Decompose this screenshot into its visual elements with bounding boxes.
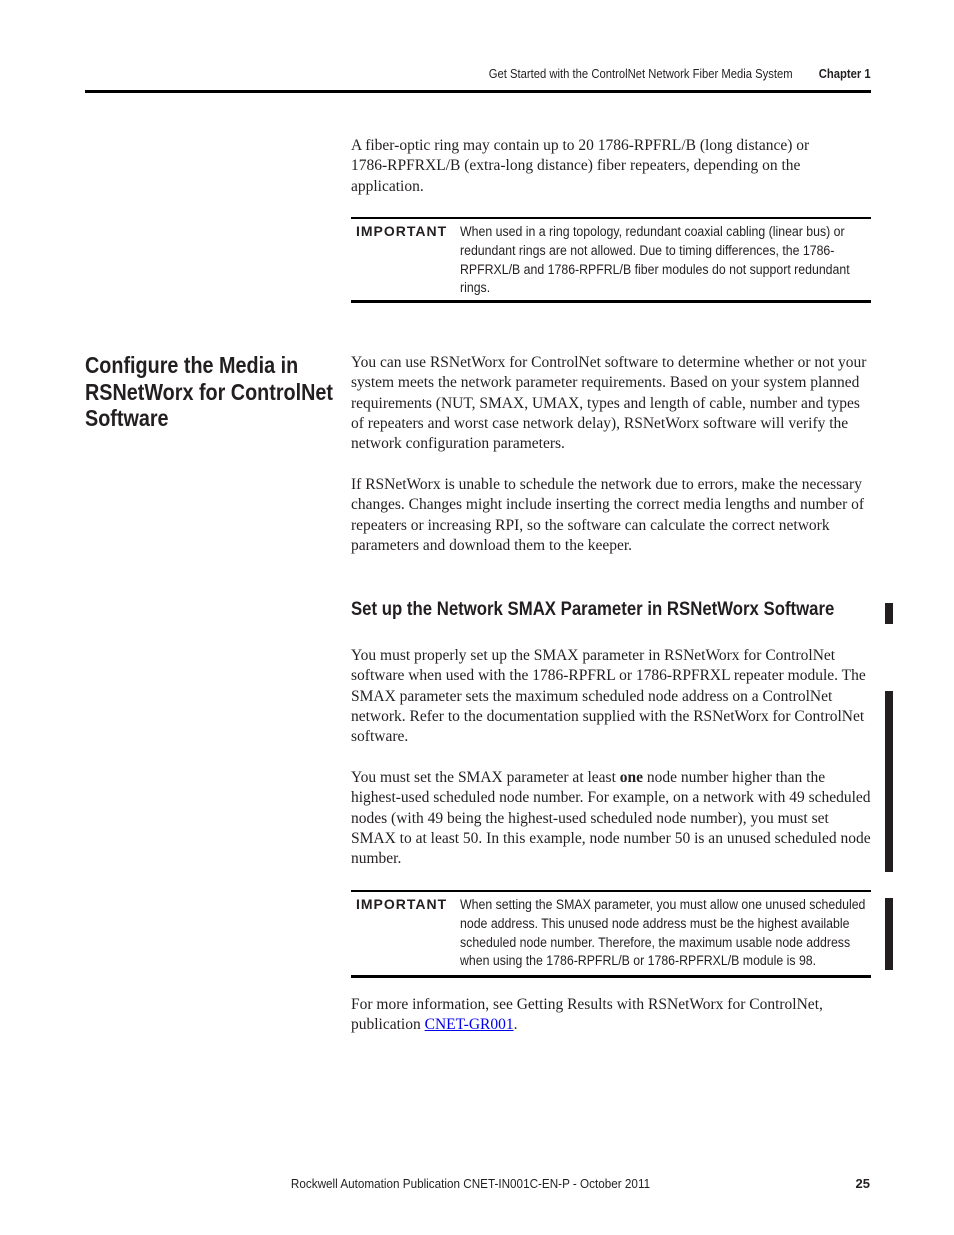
more-info-text: For more information, see Getting Results with RSNetWorx for ControlNet, publication xyxy=(351,996,823,1034)
important-box-1 xyxy=(351,217,871,303)
header-title: Get Started with the ControlNet Network Fiber Media System xyxy=(489,67,793,81)
cnet-gr001-link[interactable]: CNET-GR001 xyxy=(424,1016,514,1034)
section-heading: Configure the Media in RSNetWorx for ControlNet Software xyxy=(85,352,333,431)
important-text-2: When setting the SMAX parameter, you must allow one unused scheduled node address. This unused node address must be the highest available scheduled node number. Therefore, the maximum usable node address when using the 1786-RPFRL/B or 1786-RPFRXL/B module is 98. xyxy=(460,897,866,969)
footer-publication: Rockwell Automation Publication CNET-IN001C-EN-P - October 2011 xyxy=(290,1176,650,1191)
more-info-period: . xyxy=(513,1016,518,1034)
section-paragraph-1: You can use RSNetWorx for ControlNet software to determine whether or not your system meets the network parameter requirements. Based on your system planned requirements (NUT, SMAX, UMAX, types and length of cable, number and types of repeaters and worst case network delay), RSNetWorx software will verify the network configuration parameters. xyxy=(351,354,867,453)
page-number: 25 xyxy=(855,1176,870,1191)
more-info-paragraph xyxy=(351,995,871,1036)
change-bar-3 xyxy=(885,898,893,970)
subsection-heading: Set up the Network SMAX Parameter in RSNetWorx Software xyxy=(351,598,835,620)
important-text-1: When used in a ring topology, redundant coaxial cabling (linear bus) or redundant rings are not allowed. Due to timing differences, the 1786-RPFRXL/B and 1786-RPFRL/B fiber modules do not support redundant rings. xyxy=(460,224,850,296)
change-bar-2 xyxy=(885,691,893,872)
page-header xyxy=(85,62,871,93)
para2-bold-one: one xyxy=(619,769,644,786)
para2-text-after: node number higher than the highest-used scheduled node number. For example, on a network with 49 scheduled nodes (with 49 being the highest-used scheduled node number), you must set SMAX to at least 50. In this example, node number 50 is an unused scheduled node number. xyxy=(351,769,871,868)
important-label-2: IMPORTANT xyxy=(356,896,448,912)
section-paragraph-2: If RSNetWorx is unable to schedule the network due to errors, make the necessary changes. Changes might include inserting the correct media lengths and number of repeaters or increasing RPI, so the software can calculate the correct network parameters and download them to the keeper. xyxy=(351,476,865,554)
important-box-2 xyxy=(351,890,871,978)
header-chapter: Chapter 1 xyxy=(819,67,871,81)
para2-text-before: You must set the SMAX parameter at least xyxy=(351,769,620,786)
subsection-paragraph-2 xyxy=(351,768,871,869)
subsection-paragraph-1: You must properly set up the SMAX parameter in RSNetWorx for ControlNet software when used with the 1786-RPFRL or 1786-RPFRXL repeater module. The SMAX parameter sets the maximum scheduled node address on a ControlNet network. Refer to the documentation supplied with the RSNetWorx for ControlNet software. xyxy=(351,647,866,746)
important-label-1: IMPORTANT xyxy=(356,223,448,239)
intro-paragraph: A fiber-optic ring may contain up to 20 1786-RPFRL/B (long distance) or 1786-RPFRXL/B (extra-long distance) fiber repeaters, depending on the application. xyxy=(351,137,810,195)
change-bar-1 xyxy=(885,603,893,624)
